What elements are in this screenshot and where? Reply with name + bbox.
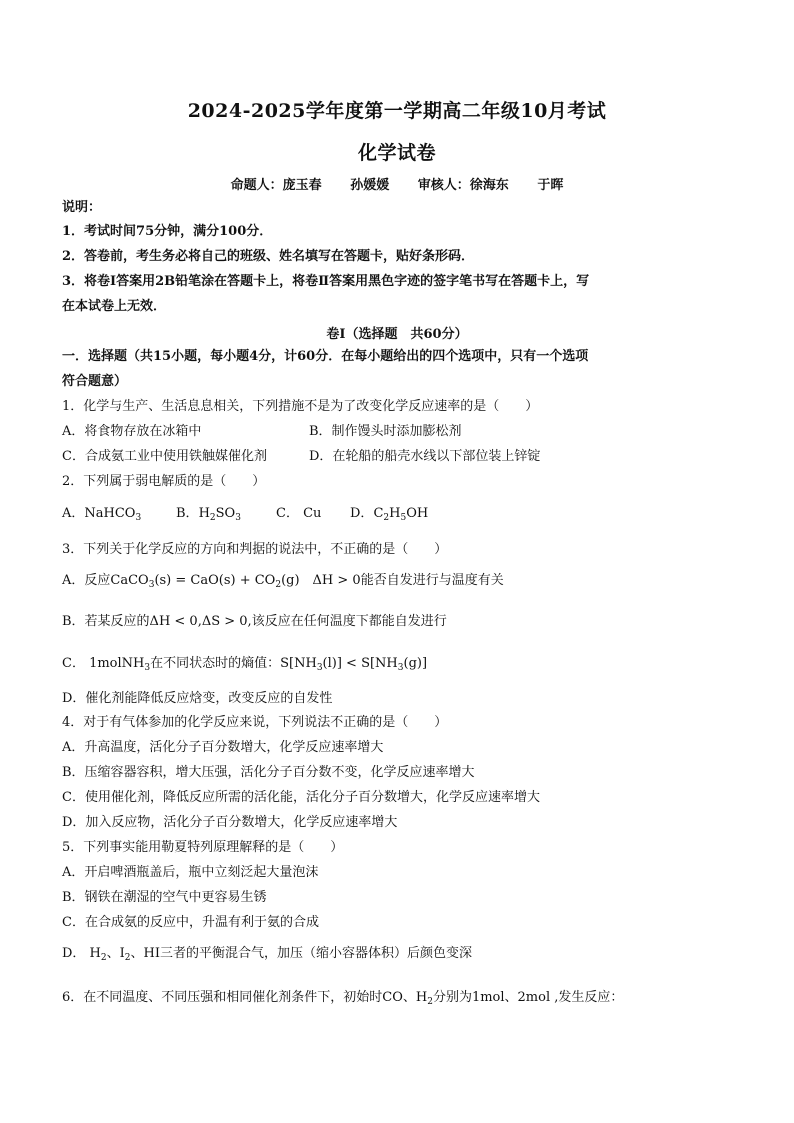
q5-option-a: A．开启啤酒瓶盖后，瓶中立刻泛起大量泡沫 bbox=[62, 865, 319, 880]
exam-title: 2024-2025学年度第一学期高二年级10月考试 bbox=[187, 100, 607, 122]
reviewer-1: 审核人：徐海东 bbox=[417, 178, 509, 193]
q3-c-end: (g)] bbox=[403, 656, 428, 671]
q2-d-prefix: D． bbox=[350, 506, 374, 521]
instruction-3-cont: 在本试卷上无效． bbox=[62, 299, 167, 314]
q3-stem: 3．下列关于化学反应的方向和判据的说法中，不正确的是（ ） bbox=[62, 542, 448, 557]
q2-a-prefix: A． bbox=[62, 506, 85, 521]
q5-option-b: B．钢铁在潮湿的空气中更容易生锈 bbox=[62, 890, 267, 905]
q3-c-mid: 在不同状态时的熵值：S[NH bbox=[150, 656, 317, 671]
q5-d-sub1: 2 bbox=[100, 953, 107, 963]
instruction-3: 3．将卷Ⅰ答案用2B铅笔涂在答题卡上，将卷Ⅱ答案用黑色字迹的签字笔书写在答题卡上，写 bbox=[62, 274, 590, 289]
instruction-2: 2．答卷前，考生务必将自己的班级、姓名填写在答题卡，贴好条形码． bbox=[62, 249, 475, 264]
q5-d-sub2: 2 bbox=[124, 953, 131, 963]
q6-stem-sub: 2 bbox=[427, 997, 433, 1007]
q4-stem: 4．对于有气体参加的化学反应来说，下列说法不正确的是（ ） bbox=[62, 715, 448, 730]
q2-b-f1: H bbox=[198, 506, 210, 521]
q5-d-rest: 、HI三者的平衡混合气，加压（缩小容器体积）后颜色变深 bbox=[130, 946, 472, 961]
q2-d-f1: C bbox=[373, 506, 384, 521]
q2-d-s2: 5 bbox=[400, 513, 407, 523]
q3-option-c bbox=[62, 655, 734, 673]
q5-option-c: C．在合成氨的反应中，升温有利于氨的合成 bbox=[62, 915, 319, 930]
q2-d-s1: 2 bbox=[383, 513, 390, 523]
q6-stem bbox=[62, 989, 734, 1007]
author-1: 命题人：庞玉春 bbox=[230, 178, 322, 193]
q2-d-f2: H bbox=[389, 506, 401, 521]
q5-d-mid1: 、I bbox=[106, 946, 125, 961]
instructions-heading: 说明： bbox=[62, 200, 102, 215]
q2-b-f2: SO bbox=[215, 506, 236, 521]
q5-d-prefix: D． H bbox=[62, 946, 101, 961]
exam-subject: 化学试卷 bbox=[357, 142, 436, 164]
reviewer-2: 于晖 bbox=[537, 178, 564, 193]
q4-option-d: D．加入反应物，活化分子百分数增大，化学反应速率增大 bbox=[62, 815, 398, 830]
q4-option-c: C．使用催化剂，降低反应所需的活化能，活化分子百分数增大，化学反应速率增大 bbox=[62, 790, 540, 805]
q4-option-b: B．压缩容器容积，增大压强，活化分子百分数不变，化学反应速率增大 bbox=[62, 765, 475, 780]
q1-option-a: A．将食物存放在冰箱中 bbox=[62, 424, 202, 439]
q2-b-s1: 2 bbox=[209, 513, 216, 523]
q2-d-f3: OH bbox=[406, 506, 429, 521]
q3-a-suffix: 能否自发进行与温度有关 bbox=[360, 573, 504, 588]
q2-stem: 2．下列属于弱电解质的是（ ） bbox=[62, 474, 266, 489]
q3-c-prefix: C． 1molNH bbox=[62, 656, 145, 671]
q1-stem: 1．化学与生产、生活息息相关，下列措施不是为了改变化学反应速率的是（ ） bbox=[62, 399, 539, 414]
instruction-1: 1．考试时间75分钟，满分100分． bbox=[62, 224, 273, 239]
q3-a-sub1: 3 bbox=[148, 580, 155, 590]
q2-a-sub: 3 bbox=[135, 513, 142, 523]
q1-option-b: B．制作馒头时添加膨松剂 bbox=[309, 424, 462, 439]
section-heading-2: 符合题意） bbox=[62, 374, 128, 389]
q3-a-eq3: (g) ΔH > 0 bbox=[281, 573, 361, 588]
q1-options-cd bbox=[62, 448, 734, 466]
q6-stem-prefix: 6．在不同温度、不同压强和相同催化剂条件下，初始时CO、H bbox=[62, 990, 428, 1005]
q1-option-d: D．在轮船的船壳水线以下部位装上锌锭 bbox=[309, 449, 541, 464]
q3-option-a bbox=[62, 572, 734, 590]
q2-option-b bbox=[176, 505, 276, 523]
q1-options-ab bbox=[62, 423, 734, 441]
q3-c-sub3: 3 bbox=[397, 663, 404, 673]
q3-option-b: B．若某反应的ΔH < 0,ΔS > 0,该反应在任何温度下都能自发进行 bbox=[62, 614, 447, 629]
q3-a-eq1: CaCO bbox=[110, 573, 149, 588]
q2-options bbox=[62, 505, 734, 523]
q3-option-d: D．催化剂能降低反应焓变，改变反应的自发性 bbox=[62, 691, 333, 706]
q3-a-prefix: A．反应 bbox=[62, 573, 111, 588]
q2-b-s2: 3 bbox=[235, 513, 241, 523]
q4-option-a: A．升高温度，活化分子百分数增大，化学反应速率增大 bbox=[62, 740, 384, 755]
q6-stem-rest: 分别为1mol、2mol ,发生反应： bbox=[432, 990, 624, 1005]
section-heading-1: 一．选择题（共15小题，每小题4分，计60分．在每小题给出的四个选项中，只有一个选项 bbox=[62, 349, 589, 364]
q5-option-d bbox=[62, 945, 734, 963]
q2-option-a bbox=[62, 505, 176, 523]
q1-option-c: C．合成氨工业中使用铁触媒催化剂 bbox=[62, 449, 267, 464]
q3-a-sub2: 2 bbox=[275, 580, 282, 590]
q3-c-sub1: 3 bbox=[144, 663, 151, 673]
q2-a-formula: NaHCO bbox=[84, 506, 136, 521]
q3-c-sub2: 3 bbox=[316, 663, 323, 673]
section-title: 卷Ⅰ（选择题 共60分） bbox=[326, 327, 468, 342]
author-2: 孙媛媛 bbox=[350, 178, 390, 193]
author-line bbox=[0, 174, 794, 193]
q2-option-d bbox=[350, 505, 428, 523]
q5-stem: 5．下列事实能用勒夏特列原理解释的是（ ） bbox=[62, 840, 344, 855]
q3-c-mid2: (l)] < S[NH bbox=[322, 656, 398, 671]
q3-a-eq2: (s) = CaO(s) + CO bbox=[154, 573, 276, 588]
q2-option-c: C． Cu bbox=[276, 506, 322, 521]
q2-b-prefix: B． bbox=[176, 506, 199, 521]
